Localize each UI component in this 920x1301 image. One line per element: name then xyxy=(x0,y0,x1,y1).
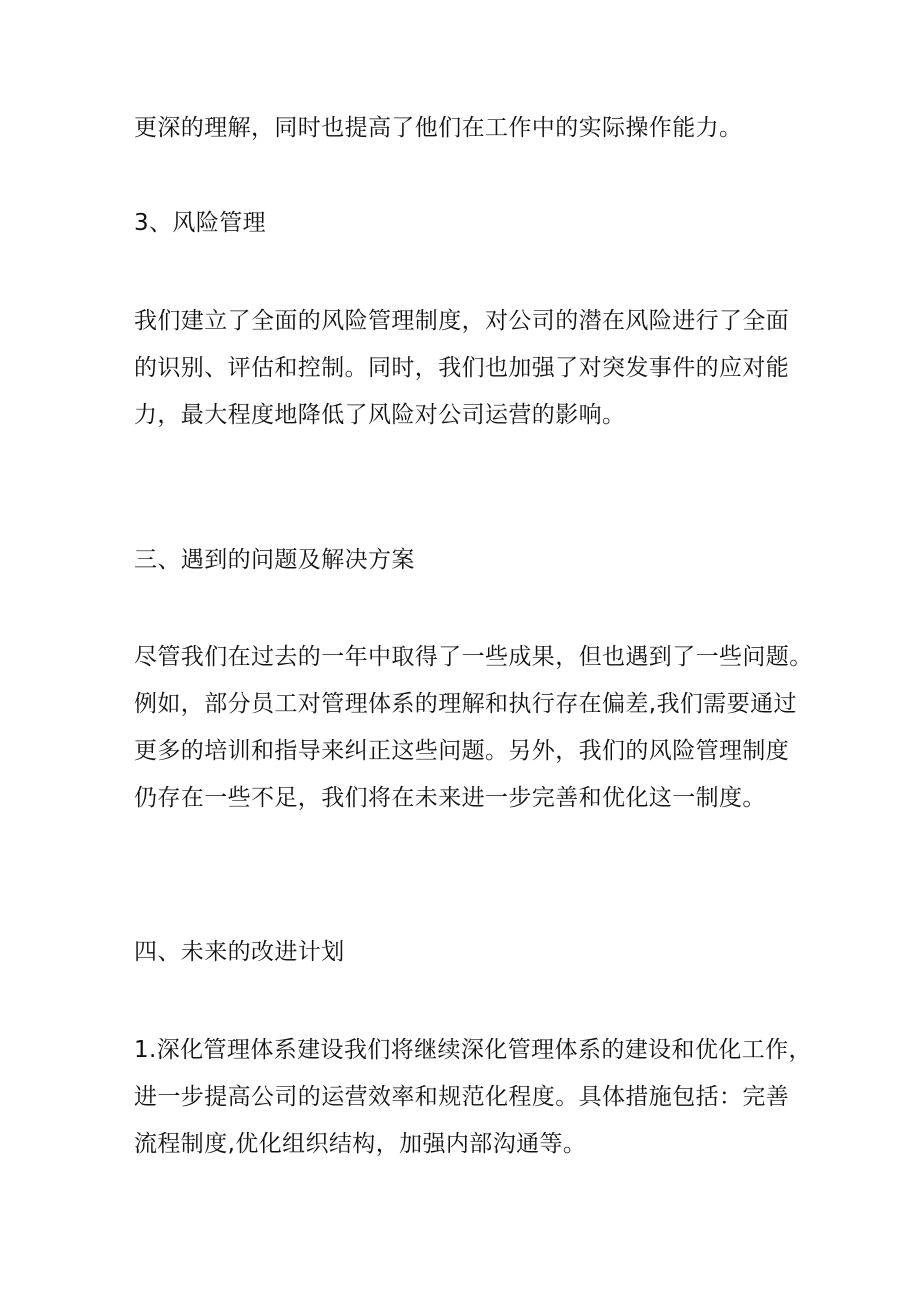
section-heading-problems: 三、遇到的问题及解决方案 xyxy=(134,547,415,573)
paragraph-line: 我们建立了全面的风险管理制度，对公司的潜在风险进行了全面 xyxy=(134,308,790,334)
paragraph-line: 尽管我们在过去的一年中取得了一些成果，但也遇到了一些问题。 xyxy=(134,644,813,670)
section-heading-risk-management: 3、风险管理 xyxy=(134,210,267,236)
paragraph-line: 1.深化管理体系建设我们将继续深化管理体系的建设和优化工作， xyxy=(134,1037,812,1063)
paragraph-line: 流程制度,优化组织结构，加强内部沟通等。 xyxy=(134,1131,587,1157)
paragraph-line: 的识别、评估和控制。同时，我们也加强了对突发事件的应对能 xyxy=(134,355,790,381)
paragraph-line: 力，最大程度地降低了风险对公司运营的影响。 xyxy=(134,402,626,428)
paragraph-line: 仍存在一些不足，我们将在未来进一步完善和优化这一制度。 xyxy=(134,785,766,811)
section-heading-improvement-plan: 四、未来的改进计划 xyxy=(134,939,345,965)
paragraph-line: 更深的理解，同时也提高了他们在工作中的实际操作能力。 xyxy=(134,115,743,141)
paragraph-line: 进一步提高公司的运营效率和规范化程度。具体措施包括：完善 xyxy=(134,1084,790,1110)
paragraph-line: 更多的培训和指导来纠正这些问题。另外，我们的风险管理制度 xyxy=(134,738,790,764)
paragraph-line: 例如，部分员工对管理体系的理解和执行存在偏差,我们需要通过 xyxy=(134,691,797,717)
